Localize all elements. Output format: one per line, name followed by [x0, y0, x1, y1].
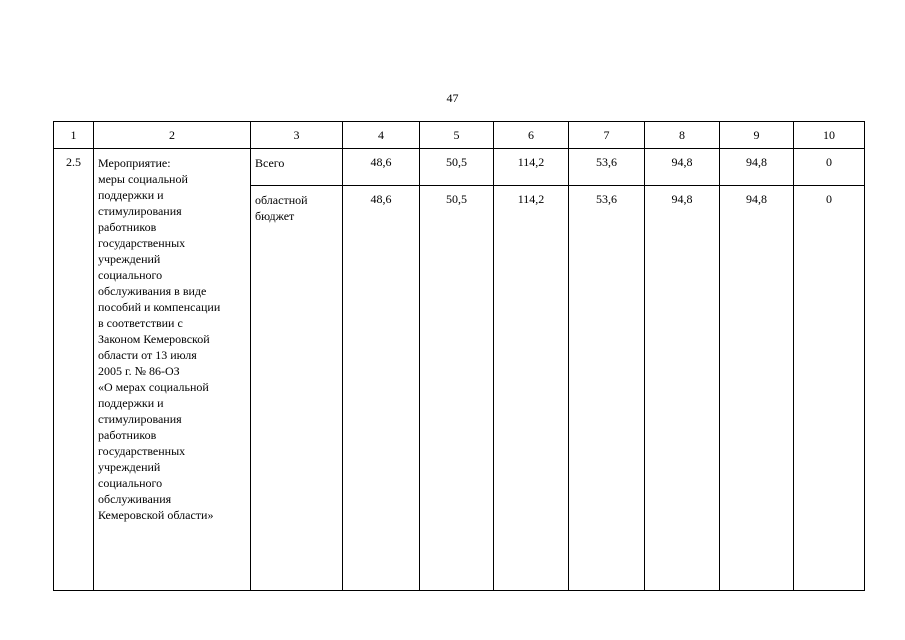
measure-name-line: учреждений — [98, 460, 161, 474]
column-header: 7 — [569, 122, 645, 149]
measure-name-line: «О мерах социальной — [98, 380, 209, 394]
measure-name-line: меры социальной — [98, 172, 188, 186]
value-cell: 94,8 — [720, 149, 794, 186]
measure-name-line: социального — [98, 268, 163, 282]
value-cell: 94,8 — [720, 186, 794, 591]
measure-name-line: работников — [98, 428, 157, 442]
measure-name-line: 2005 г. № 86-ОЗ — [98, 364, 180, 378]
column-header: 4 — [343, 122, 420, 149]
table-row-total — [54, 149, 865, 186]
value-cell: 50,5 — [420, 149, 494, 186]
measure-name-line: Кемеровской области» — [98, 508, 214, 522]
table-header-row — [54, 122, 865, 149]
measure-name-line: стимулирования — [98, 412, 182, 426]
value-cell: 50,5 — [420, 186, 494, 591]
measure-name — [94, 149, 251, 591]
value-cell: 53,6 — [569, 186, 645, 591]
measure-name-line: в соответствии с — [98, 316, 183, 330]
value-cell: 114,2 — [494, 149, 569, 186]
column-header: 3 — [251, 122, 343, 149]
page-number: 47 — [446, 91, 459, 105]
measure-name-line: обслуживания — [98, 492, 172, 506]
value-cell: 48,6 — [343, 149, 420, 186]
measure-name-line: учреждений — [98, 252, 161, 266]
funding-source-label: бюджет — [255, 209, 295, 223]
measure-name-line: обслуживания в виде — [98, 284, 207, 298]
value-cell: 53,6 — [569, 149, 645, 186]
measure-name-line: пособий и компенсации — [98, 300, 221, 314]
budget-table — [53, 121, 865, 591]
measure-name-line: социального — [98, 476, 163, 490]
measure-name-line: стимулирования — [98, 204, 182, 218]
value-cell: 48,6 — [343, 186, 420, 591]
funding-source-label: Всего — [255, 156, 285, 170]
funding-source-label: областной — [255, 193, 308, 207]
measure-name-line: государственных — [98, 444, 186, 458]
measure-name-line: работников — [98, 220, 157, 234]
funding-source-total — [251, 149, 343, 186]
row-index: 2.5 — [54, 149, 94, 591]
value-cell: 0 — [794, 186, 865, 591]
measure-name-line: государственных — [98, 236, 186, 250]
column-header: 1 — [54, 122, 94, 149]
column-header: 8 — [645, 122, 720, 149]
measure-name-line: области от 13 июля — [98, 348, 197, 362]
value-cell: 114,2 — [494, 186, 569, 591]
column-header: 10 — [794, 122, 865, 149]
value-cell: 0 — [794, 149, 865, 186]
measure-name-line: поддержки и — [98, 188, 164, 202]
column-header: 2 — [94, 122, 251, 149]
measure-name-line: Законом Кемеровской — [98, 332, 210, 346]
column-header: 9 — [720, 122, 794, 149]
value-cell: 94,8 — [645, 186, 720, 591]
value-cell: 94,8 — [645, 149, 720, 186]
measure-name-line: поддержки и — [98, 396, 164, 410]
column-header: 5 — [420, 122, 494, 149]
funding-source-regional — [251, 186, 343, 591]
measure-name-line: Мероприятие: — [98, 156, 171, 170]
column-header: 6 — [494, 122, 569, 149]
